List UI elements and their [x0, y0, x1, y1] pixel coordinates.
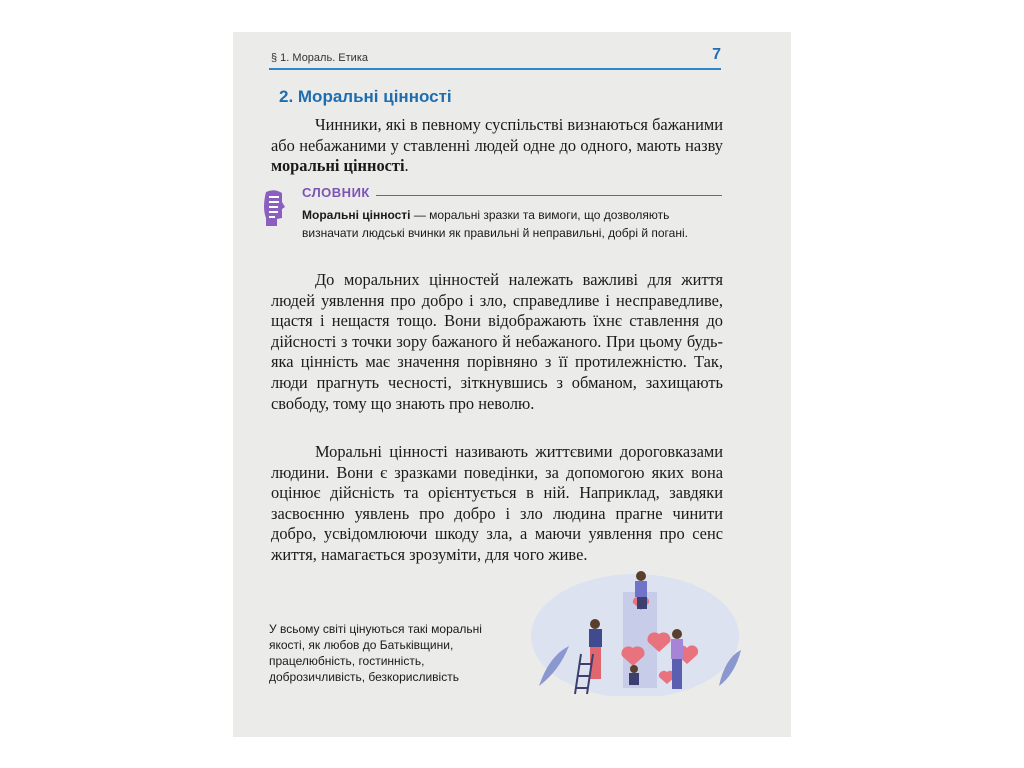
running-header: § 1. Мораль. Етика	[271, 52, 368, 64]
head-profile-icon	[260, 188, 286, 230]
section-title: 2. Моральні цінності	[279, 87, 452, 106]
glossary-entry	[302, 206, 724, 242]
illustration-caption: У всьому світі цінуються такі моральні якості, як любов до Батьківщини, працелюбність, гостинність, доброзичливість, безкорисливість	[269, 622, 482, 684]
paragraph-intro-term: моральні цінності	[271, 156, 405, 176]
header-rule	[269, 68, 721, 70]
glossary-definition: — моральні зразки та вимоги, що дозволяють визначати людські вчинки як правильні й неправильні, добрі й погані.	[302, 208, 688, 240]
textbook-page	[233, 32, 791, 737]
page-number: 7	[712, 46, 721, 63]
paragraph-intro-end: .	[404, 156, 409, 176]
people-hearts-illustration	[529, 546, 741, 696]
glossary-rule	[376, 195, 722, 196]
paragraph-guideposts: Моральні цінності називають життєвими дороговказами людини. Вони є зразками поведінки, за допомогою яких вона оцінює дійсність та орієнтується в ній. Наприклад, завдяки засвоєнню уявлень про добро і зло людина прагне чинити добро, усвідомлюючи шкоду зла, а маючи уявлення про сенс життя, намагається зрозуміти, для чого живе.	[271, 442, 723, 564]
glossary-term: Моральні цінності	[302, 208, 411, 222]
paragraph-intro	[271, 115, 723, 177]
glossary-title: СЛОВНИК	[302, 185, 370, 200]
paragraph-intro-text: Чинники, які в певному суспільстві визнаються бажаними або небажаними у ставленні людей одне до одного, мають назву	[271, 115, 723, 155]
paragraph-values: До моральних цінностей належать важливі для життя людей уявлення про добро і зло, справедливе і несправедливе, щастя і нещастя тощо. Вони відображають їхнє ставлення до дійсності з точки зору бажаного й небажаного. При цьому будь-яка цінність має значення порівняно з її протилежністю. Так, люди прагнуть чесності, зіткнувшись з обманом, захищають свободу, тому що знають про неволю.	[271, 270, 723, 413]
